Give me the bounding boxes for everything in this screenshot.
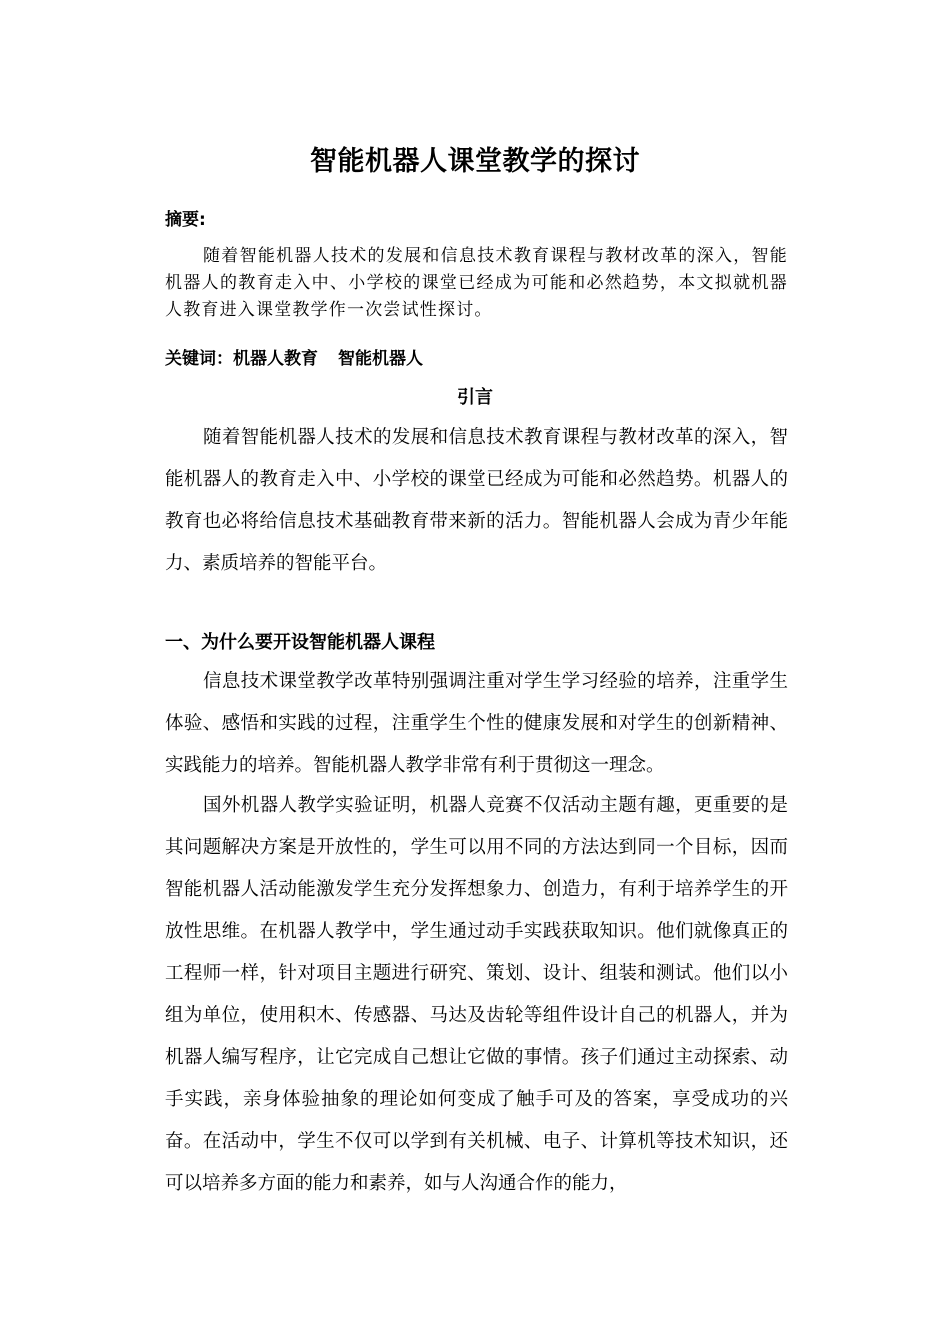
keywords-label: 关键词： [165,349,233,369]
document-title: 智能机器人课堂教学的探讨 [310,146,640,177]
keyword-item: 智能机器人 [338,349,423,369]
abstract-text: 随着智能机器人技术的发展和信息技术教育课程与教材改革的深入，智能机器人的教育走入中、小学校的课堂已经成为可能和必然趋势，本文拟就机器人教育进入课堂教学作一次尝试性探讨。 [165,246,788,320]
keywords-line [165,347,423,371]
body-paragraph: 国外机器人教学实验证明，机器人竞赛不仅活动主题有趣，更重要的是其问题解决方案是开放性的，学生可以用不同的方法达到同一个目标，因而智能机器人活动能激发学生充分发挥想象力、创造力，有利于培养学生的开放性思维。在机器人教学中，学生通过动手实践获取知识。他们就像真正的工程师一样，针对项目主题进行研究、策划、设计、组装和测试。他们以小组为单位，使用积木、传感器、马达及齿轮等组件设计自己的机器人，并为机器人编写程序，让它完成自己想让它做的事情。孩子们通过主动探索、动手实践，亲身体验抽象的理论如何变成了触手可及的答案，享受成功的兴奋。在活动中，学生不仅可以学到有关机械、电子、计算机等技术知识，还可以培养多方面的能力和素养，如与人沟通合作的能力， [165,795,788,1194]
intro-heading: 引言 [457,387,493,408]
section-heading: 一、为什么要开设智能机器人课程 [165,632,435,653]
keyword-item: 机器人教育 [233,349,318,369]
intro-paragraph: 随着智能机器人技术的发展和信息技术教育课程与教材改革的深入，智能机器人的教育走入中、小学校的课堂已经成为可能和必然趋势。机器人的教育也必将给信息技术基础教育带来新的活力。智能机器人会成为青少年能力、素质培养的智能平台。 [165,427,788,574]
body-paragraph: 信息技术课堂教学改革特别强调注重对学生学习经验的培养，注重学生体验、感悟和实践的过程，注重学生个性的健康发展和对学生的创新精神、实践能力的培养。智能机器人教学非常有利于贯彻这一理念。 [165,671,788,776]
abstract-label: 摘要: [165,210,206,230]
